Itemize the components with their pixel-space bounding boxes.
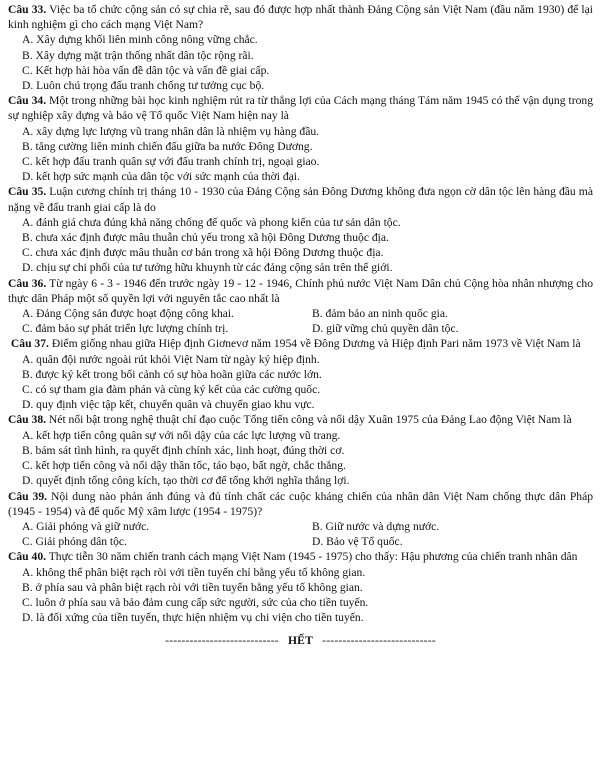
question-stem [8, 336, 593, 351]
question-36 [8, 276, 593, 337]
option-b: B. đảm bảo an ninh quốc gia. [312, 307, 448, 321]
option-d: D. quyết định tổng công kích, tạo thời cơ để tổng khởi nghĩa thắng lợi. [22, 474, 350, 488]
question-number: Câu 34. [8, 94, 47, 108]
option-d: D. quy định việc tập kết, chuyển quân và chuyển giao khu vực. [22, 398, 315, 412]
option-c: C. Kết hợp hài hòa vấn đề dân tộc và vấn đề giai cấp. [22, 63, 270, 77]
question-number: Câu 33. [8, 3, 47, 16]
question-37 [8, 336, 593, 412]
question-38 [8, 412, 593, 488]
question-34 [8, 93, 593, 184]
question-text: Điểm giống nhau giữa Hiệp định Giơnevơ năm 1954 về Đông Dương và Hiệp định Pari năm 1973 về Việt Nam là [51, 337, 581, 351]
question-stem [8, 549, 593, 564]
option-d: D. kết hợp sức mạnh của dân tộc với sức mạnh của thời đại. [22, 170, 300, 184]
question-stem [8, 412, 593, 427]
option-d: D. Bảo vệ Tổ quốc. [312, 535, 403, 549]
question-number: Câu 35. [8, 185, 47, 199]
option-row [22, 321, 593, 336]
option-a: A. không thể phân biệt rạch ròi với tiền tuyến chỉ bằng yếu tố không gian. [22, 565, 366, 579]
question-text: Việc ba tổ chức cộng sản có sự chia rẽ, sau đó được hợp nhất thành Đảng Cộng sản Việt Nam (đầu năm 1930) để lại kinh nghiệm gì cho cách mạng Việt Nam? [8, 3, 593, 32]
dash-separator-right: ---------------------------- [322, 634, 436, 648]
question-number: Câu 37. [10, 337, 49, 351]
option-a: A. Giải phóng và giữ nước. [22, 519, 150, 533]
question-text: Nét nổi bật trong nghệ thuật chỉ đạo cuộc Tổng tiến công và nổi dậy Xuân 1975 của Đảng Lao động Việt Nam là [48, 413, 572, 427]
option-a: A. quân đội nước ngoài rút khỏi Việt Nam từ ngày ký hiệp định. [22, 352, 320, 366]
option-c: C. luôn ở phía sau và bảo đảm cung cấp sức người, sức của cho tiền tuyến. [22, 595, 369, 609]
end-word: HẾT [287, 634, 314, 648]
question-40 [8, 549, 593, 625]
option-a: A. Đảng Cộng sản được hoạt động công khai. [22, 307, 235, 321]
option-b: B. bám sát tình hình, ra quyết định chính xác, linh hoạt, đúng thời cơ. [22, 443, 345, 457]
option-a: A. Xây dựng khối liên minh công nông vững chắc. [22, 33, 258, 47]
question-35 [8, 184, 593, 275]
option-c: C. có sự tham gia đàm phán và cùng ký kết của các cường quốc. [22, 383, 321, 397]
option-row [22, 306, 593, 321]
question-39 [8, 489, 593, 550]
option-a: A. xây dựng lực lượng vũ trang nhân dân là nhiệm vụ hàng đầu. [22, 124, 320, 138]
question-text: Nội dung nào phản ánh đúng và đủ tính chất các cuộc kháng chiến của nhân dân Việt Nam chống thực dân Pháp (1945 - 1954) và đế quốc Mỹ xâm lược (1954 - 1975)? [8, 489, 594, 518]
question-text: Từ ngày 6 - 3 - 1946 đến trước ngày 19 - 12 - 1946, Chính phủ nước Việt Nam Dân chủ Cộng hòa nhân nhượng cho thực dân Pháp một số quyền lợi với nguyên tắc cao nhất là [8, 276, 593, 305]
option-b: B. tăng cường liên minh chiến đấu giữa ba nước Đông Dương. [22, 139, 313, 153]
option-b: B. Giữ nước và dựng nước. [312, 519, 440, 533]
question-text: Một trong những bài học kinh nghiệm rút ra từ thắng lợi của Cách mạng tháng Tám năm 1945 có thể vận dụng trong sự nghiệp xây dựng và bảo vệ Tổ quốc Việt Nam hiện nay là [8, 94, 594, 123]
option-row [22, 534, 593, 549]
option-c: C. chưa xác định được mâu thuẫn cơ bản trong xã hội Đông Dương thuộc địa. [22, 246, 384, 260]
question-number: Câu 39. [8, 489, 48, 503]
option-c: C. kết hợp tiến công và nổi dậy thần tốc, táo bạo, bất ngờ, chắc thắng. [22, 459, 346, 473]
option-c: C. đảm bảo sự phát triển lực lượng chính trị. [22, 322, 229, 336]
option-c: C. Giải phóng dân tộc. [22, 535, 127, 549]
question-text: Luận cương chính trị tháng 10 - 1930 của Đảng Cộng sản Đông Dương không đưa ngọn cờ dân tộc lên hàng đầu mà nặng về đấu tranh giai cấp là do [8, 185, 593, 214]
question-text: Thực tiễn 30 năm chiến tranh cách mạng Việt Nam (1945 - 1975) cho thấy: Hậu phương của chiến tranh nhân dân [48, 550, 578, 564]
question-number: Câu 40. [8, 550, 47, 564]
option-a: A. kết hợp tiến công quân sự với nổi dậy của các lực lượng vũ trang. [22, 428, 341, 442]
question-stem [8, 489, 593, 519]
dash-separator-left: ---------------------------- [165, 634, 279, 648]
option-b: B. ở phía sau và phân biệt rạch ròi với tiền tuyến bằng yếu tố không gian. [22, 580, 363, 594]
option-c: C. kết hợp đấu tranh quân sự với đấu tranh chính trị, ngoại giao. [22, 155, 320, 169]
question-stem [8, 184, 593, 214]
question-number: Câu 36. [8, 276, 47, 290]
option-b: B. chưa xác định được mâu thuẫn chủ yếu trong xã hội Đông Dương thuộc địa. [22, 231, 389, 245]
option-d: D. giữ vững chủ quyền dân tộc. [312, 322, 459, 336]
end-of-exam-line [8, 633, 593, 648]
question-stem [8, 276, 593, 306]
question-33 [8, 2, 593, 93]
option-d: D. chịu sự chi phối của tư tưởng hữu khuynh từ các đảng cộng sản trên thế giới. [22, 261, 393, 275]
question-stem [8, 2, 593, 32]
option-d: D. là đối xứng của tiền tuyến, thực hiện nhiệm vụ chi viện cho tiền tuyến. [22, 611, 364, 625]
question-number: Câu 38. [8, 413, 47, 427]
option-row [22, 519, 593, 534]
question-stem [8, 93, 593, 123]
option-b: B. Xây dựng mặt trận thống nhất dân tộc rộng rãi. [22, 48, 254, 62]
option-a: A. đánh giá chưa đúng khả năng chống đế quốc và phong kiến của tư sản dân tộc. [22, 215, 401, 229]
option-d: D. Luôn chú trọng đấu tranh chống tư tưởng cục bộ. [22, 79, 265, 93]
option-b: B. được ký kết trong bối cảnh có sự hòa hoãn giữa các nước lớn. [22, 367, 322, 381]
